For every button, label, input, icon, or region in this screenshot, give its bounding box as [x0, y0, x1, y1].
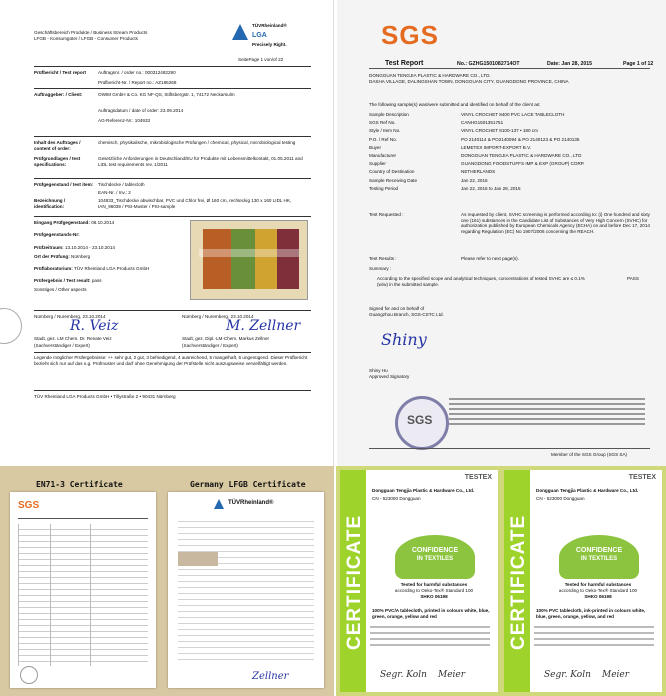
testex-logo: TESTEX — [628, 474, 656, 481]
oekotex-cert-left — [340, 470, 498, 692]
test-requested-label: Test Requested : — [369, 212, 404, 217]
sgs-member: Member of the SGS Group (SGS SA) — [551, 452, 628, 457]
oeko-signature-1: Segr. Koln — [544, 670, 591, 680]
sgs-logo: SGS — [381, 20, 439, 50]
signer: Shiny Hu — [369, 368, 388, 373]
field-row: Inhalt des Auftrages / content of order: chemisch, physikalische, mikrobiologische Prüfungen / chemical, physical, microbiological testing — [34, 140, 296, 151]
tuv-logo-text: TÜVRheinland® — [252, 23, 287, 28]
tuv-stamp-seal — [0, 308, 22, 344]
company-name: Dongguan Tengjia Plastic & Hardware Co., Ltd. — [372, 488, 475, 493]
company-city: CN - 523000 Dongguan — [372, 496, 421, 501]
legend: Legende möglicher Prüfergebnisse: ++ sehr gut, 2 gut, 3 befriedigend, 4 ausreichend, 5 mangelhaft, 6 ungenügend. Dieser Prüfbericht bezieht sich nur auf das o.g. Prüfmuster und darf ohne Genehmigung der Prüfstelle nicht auszugsweise vervielfältigt werden. — [34, 355, 308, 366]
company-city: CN - 523000 Dongguan — [536, 496, 585, 501]
code-line: SHKO 06198 — [584, 594, 612, 599]
tuv-report-panel — [0, 0, 334, 466]
tuv-triangle-icon — [232, 24, 248, 40]
oeko-signature-2: Meier — [602, 670, 630, 680]
summary-label: Summary : — [369, 266, 392, 271]
tuv-header-left — [34, 30, 147, 41]
test-results: Please refer to next page(s). — [461, 256, 519, 261]
lfgb-signature: Zellner — [252, 671, 289, 682]
code-line: SHKO 06198 — [420, 594, 448, 599]
tuv-footer: TÜV Rheinland LGA Products GmbH • Tillystraße 2 • 90431 Nürnberg — [34, 394, 176, 399]
certificate-word: CERTIFICATE — [344, 514, 365, 650]
field-row: Prüfgrundlagen / test specifications: Gesetzliche Anforderungen in Deutschland/EU für Produkte mit Lebensmittelkontakt, 01.05.2011 and LIDL test requirements rev. 1/2011 — [34, 156, 303, 167]
intake-block: Eingang Prüfgegenstand: 06.10.2014 Prüfgegenstands-Nr: Prüfzeitraum: 13.10.2014 - 23.10.2014 Ort der Prüfung: Nürnberg Prüflaboratorium: TÜV Rheinland LGA Products GmbH Prüfergebnis / Test result: pass Sonstiges / Other aspects — [34, 220, 150, 293]
field-row: Auftragsdatum / date of order: 23.09.2014 — [98, 108, 184, 113]
signed-for: Signed for and on behalf of Guangzhou Branch, SGS-CSTC Ltd. — [369, 306, 444, 317]
standard-line: according to Oeko-Tex® Standard 100 — [394, 588, 474, 593]
test-requested: As requested by client, SVHC screening is performed according to: (i) One hundred and sixty one (161) substances in the Candidate List of Substances of Very High Concern (SVHC) for authorization published by European Chemicals Agency (ECHA) on and before Dec 17, 2014 regarding Regulation (EC) No 1907/2006 concerning the REACH. — [461, 212, 650, 235]
en71-lfgb-panel — [0, 466, 334, 696]
role-right: (Sachverständiger / Expert) — [182, 343, 238, 348]
tested-line: Tested for harmful substances — [400, 582, 468, 587]
en71-title: EN71-3 Certificate — [36, 480, 123, 489]
en71-seal — [20, 666, 38, 684]
signer-left: Stadt, gez. LM Chem. Dr. Renate Veiz — [34, 336, 112, 341]
tested-line: Tested for harmful substances — [564, 582, 632, 587]
test-results-label: Test Results : — [369, 256, 397, 261]
company-lines: DONGGUAN TENGJIA PLASTIC & HARDWARE CO., LTD. DASHA VILLAGE, DALINGSHAN TOWN, DONGGUAN CITY, GUANGDONG PROVINCE, CHINA — [369, 73, 569, 84]
report-date: Date: Jan 28, 2015 — [547, 61, 592, 67]
sgs-report-panel — [337, 0, 666, 466]
header-line: LFGB - Konsumgüter / LFGB - Consumer Products — [34, 35, 138, 41]
lfgb-tuv-icon — [214, 499, 224, 509]
field-row: Prüfbericht-Nr. / Report no.: AZ185268 — [98, 80, 177, 85]
fine-print — [449, 398, 645, 432]
product-desc: 100% PVC/A tablecloth, printed in colours white, blue, green, orange, yellow and red — [372, 608, 490, 619]
standard-line: according to Oeko-Tex® Standard 100 — [558, 588, 638, 593]
field-row: Prüfbericht / Test report Auftragsnr. / order no.: 000312482290 — [34, 70, 176, 75]
en71-sgs-logo: SGS — [18, 500, 40, 511]
oeko-signature-1: Segr. Koln — [380, 670, 427, 680]
field-row: Auftraggeber: / Client: OWIM GmbH & Co. KG NF-QS, Stiftsbergstr. 1, 74172 Neckarsulm — [34, 92, 235, 97]
signer-right: Stadt, gez. Dipl.-LM-Chem. Markus Zellner — [182, 336, 270, 341]
place-date-right: Nürnberg / Nuremberg, 23.10.2014 — [182, 314, 254, 319]
summary-text: According to the specified scope and analytical techniques, concentrations of tested SVHC are ≤ 0.1% (w/w) in the submitted sample. — [377, 276, 585, 287]
report-no: No.: GZHG1501082714OT — [457, 61, 520, 67]
signature-right: M. Zellner — [226, 318, 301, 334]
role-left: (Sachverständiger / Expert) — [34, 343, 90, 348]
oeko-signature-2: Meier — [438, 670, 466, 680]
page-note: SeitePage 1 von/of 22 — [238, 57, 284, 62]
oekotex-panel — [336, 466, 666, 696]
sgs-title: Test Report — [385, 60, 424, 67]
tuv-logo-sub: LGA — [252, 32, 267, 39]
lfgb-title: Germany LFGB Certificate — [190, 480, 306, 489]
confidence-seal: CONFIDENCE IN TEXTILES — [559, 535, 639, 579]
report-page: Page 1 of 12 — [623, 61, 654, 67]
header-line: Geschäftsbereich Produkte / Business Stream Products — [34, 30, 148, 35]
place-date-left: Nürnberg / Nuremberg, 23.10.2014 — [34, 314, 106, 319]
certificate-word: CERTIFICATE — [508, 514, 529, 650]
testex-logo: TESTEX — [464, 474, 492, 481]
intro: The following sample(s) was/were submitted and identified on behalf of the client as: — [369, 102, 541, 107]
sgs-signature: Shiny — [381, 330, 427, 349]
field-row: AG-Referenz-Nr.: 104933 — [98, 118, 151, 123]
field-row: Prüfgegenstand / test item: Tischdecke / tablecloth — [34, 182, 145, 187]
sgs-stamp-seal: SGS — [395, 396, 449, 450]
summary-result: PASS — [627, 276, 639, 281]
signature-left: R. Veiz — [70, 318, 119, 334]
field-row: Bezeichnung / identification: 104833_Tischdecke abwischbar, PVC und Chlor frei, Ø 160 cm, rechteckig 130 x 160 LIDL HK, IAN_96039 / PSI-Muster / PSI-sample — [34, 198, 292, 209]
product-desc: 100% PVC tablecloth, ink-printed in colours white, blue, green, orange, yellow, and red — [536, 608, 646, 619]
signer-role: Approved Signatory — [369, 374, 410, 379]
tuv-logo-tag: Precisely Right. — [252, 42, 287, 47]
sample-table: Sample Description VINYL CROCHET 8400 PVC LACE TABLECLOTH SGS Ref No. CANHG1501351751 Style / Item No. VINYL CROCHET 8100-137 • 180 cm P.O. / Ref No. PO 2140114 & PO2140094 & PO 2140123 & PO 2140135 Buyer LEMETEX IMPORT-EXPORT B.V. Manufacturer DONGGUAN TENGJIA PLASTIC & HARDWARE CO., LTD Supplier GUANGDONG FOODSTUFFS IMP & EXP (GROUP) CORP. Country of Destination NETHERLANDS Sample Receiving Date Jan 22, 2015 Testing Period Jan 22, 2015 to Jan 28, 2015 — [369, 112, 585, 191]
oekotex-cert-right — [504, 470, 662, 692]
company-name: Dongguan Tengjia Plastic & Hardware Co., Ltd. — [536, 488, 639, 493]
confidence-seal: CONFIDENCE IN TEXTILES — [395, 535, 475, 579]
lfgb-document — [168, 492, 324, 688]
field-row: EAN-Nr. / Inv.: 2 — [98, 190, 131, 195]
en71-document — [10, 492, 156, 688]
lfgb-logo-text: TÜVRheinland® — [228, 500, 274, 506]
tablecloth-photo — [190, 220, 308, 300]
